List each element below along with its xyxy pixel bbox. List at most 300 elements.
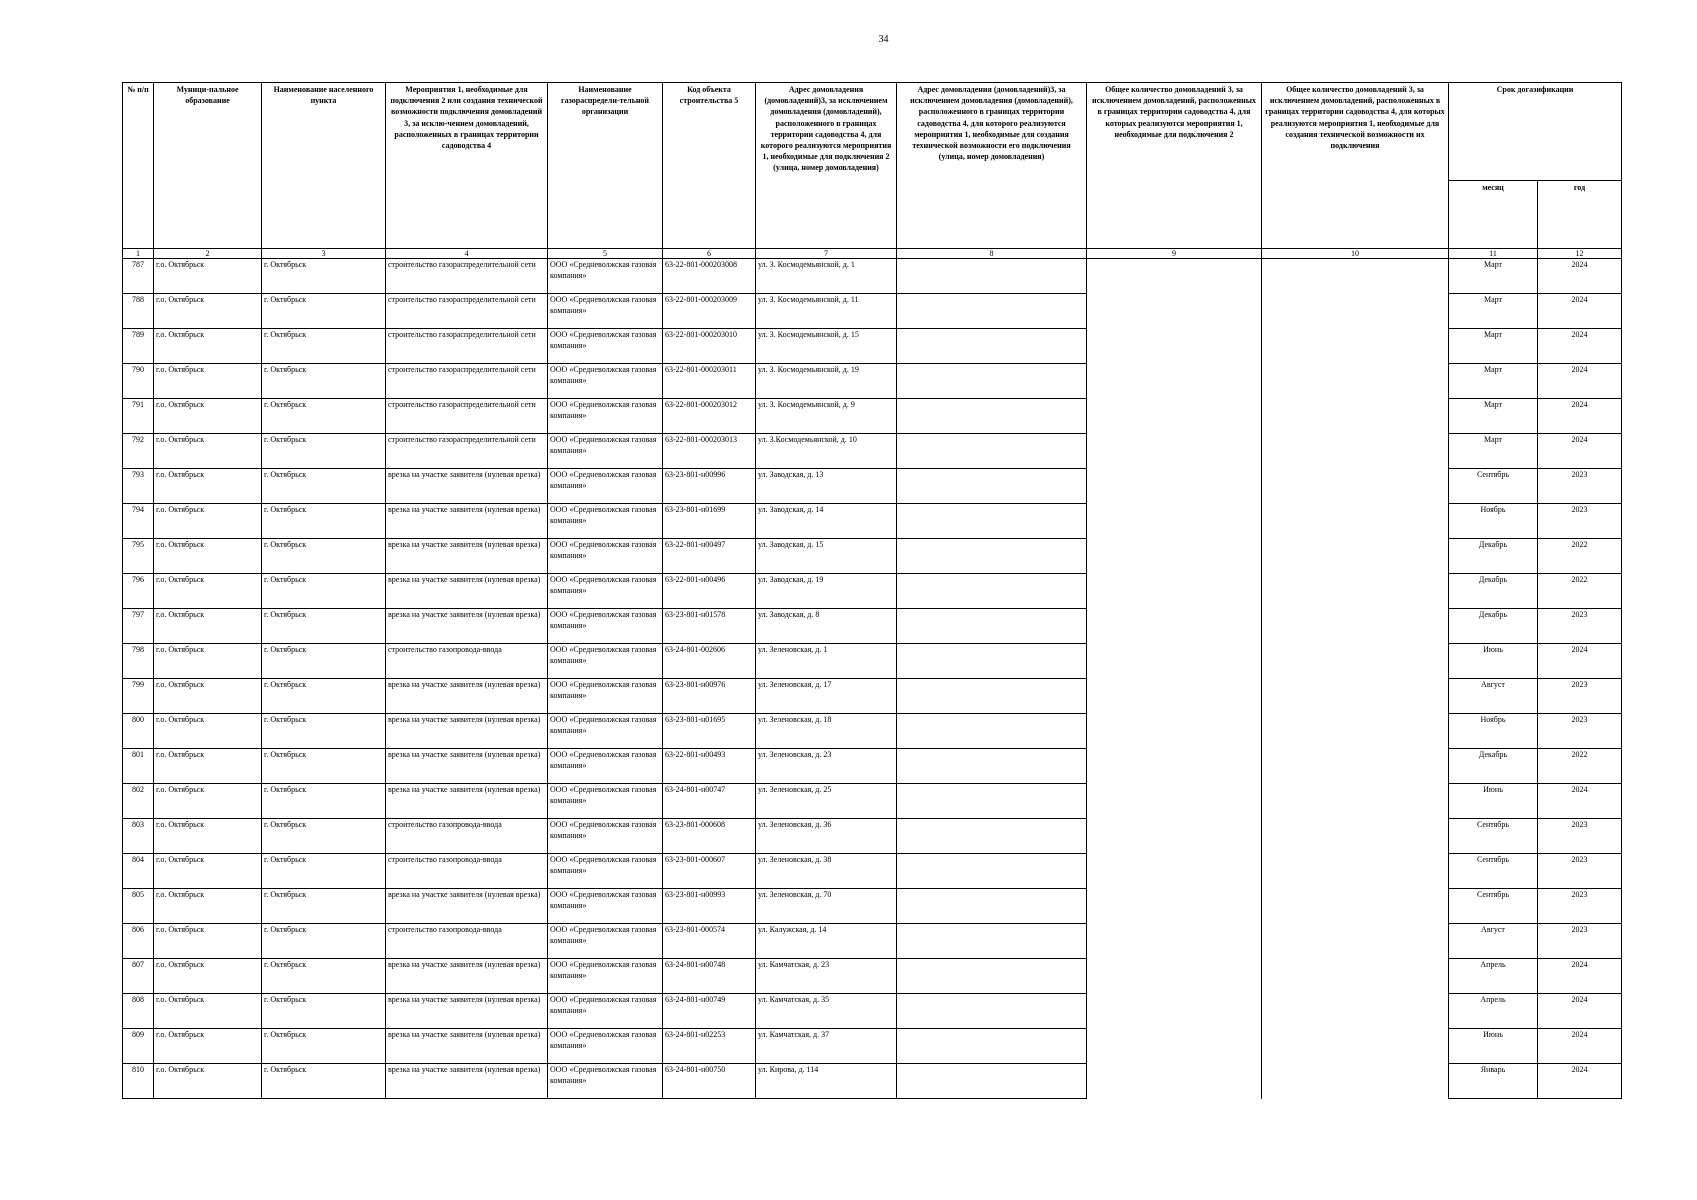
technical-count-cell xyxy=(1262,399,1449,434)
municipality-cell: г.о. Октябрьск xyxy=(154,714,262,749)
organization-cell: ООО «Средневолжская газовая компания» xyxy=(548,1029,663,1064)
object-code-cell: 63-22-801-н00497 xyxy=(663,539,756,574)
connection-count-cell xyxy=(1087,294,1262,329)
connection-count-cell xyxy=(1087,609,1262,644)
municipality-cell: г.о. Октябрьск xyxy=(154,294,262,329)
settlement-cell: г. Октябрьск xyxy=(262,749,386,784)
municipality-cell: г.о. Октябрьск xyxy=(154,854,262,889)
organization-cell: ООО «Средневолжская газовая компания» xyxy=(548,644,663,679)
settlement-cell: г. Октябрьск xyxy=(262,434,386,469)
month-cell: Июнь xyxy=(1449,1029,1538,1064)
address-cell: ул. Заводская, д. 13 xyxy=(756,469,897,504)
technical-address-cell xyxy=(897,924,1087,959)
organization-cell: ООО «Средневолжская газовая компания» xyxy=(548,854,663,889)
organization-cell: ООО «Средневолжская газовая компания» xyxy=(548,994,663,1029)
table-row xyxy=(123,959,1622,994)
address-cell: ул. Зеленовская, д. 23 xyxy=(756,749,897,784)
row-number: 794 xyxy=(123,504,154,539)
address-cell: ул. З. Космодемьянской, д. 1 xyxy=(756,259,897,294)
technical-address-cell xyxy=(897,819,1087,854)
settlement-cell: г. Октябрьск xyxy=(262,854,386,889)
row-number: 806 xyxy=(123,924,154,959)
settlement-cell: г. Октябрьск xyxy=(262,679,386,714)
month-cell: Март xyxy=(1449,399,1538,434)
address-cell: ул. Зеленовская, д. 25 xyxy=(756,784,897,819)
organization-cell: ООО «Средневолжская газовая компания» xyxy=(548,434,663,469)
row-number: 809 xyxy=(123,1029,154,1064)
year-cell: 2024 xyxy=(1538,1029,1622,1064)
technical-address-cell xyxy=(897,434,1087,469)
table-row xyxy=(123,294,1622,329)
technical-address-cell xyxy=(897,294,1087,329)
month-cell: Март xyxy=(1449,329,1538,364)
settlement-cell: г. Октябрьск xyxy=(262,469,386,504)
row-number: 799 xyxy=(123,679,154,714)
table-row xyxy=(123,329,1622,364)
year-cell: 2023 xyxy=(1538,889,1622,924)
object-code-cell: 63-22-801-000203012 xyxy=(663,399,756,434)
settlement-cell: г. Октябрьск xyxy=(262,504,386,539)
municipality-cell: г.о. Октябрьск xyxy=(154,1064,262,1099)
month-cell: Сентябрь xyxy=(1449,819,1538,854)
address-cell: ул. Заводская, д. 15 xyxy=(756,539,897,574)
address-cell: ул. З. Космодемьянской, д. 11 xyxy=(756,294,897,329)
table-row xyxy=(123,434,1622,469)
connection-count-cell xyxy=(1087,679,1262,714)
activity-cell: строительство газораспределительной сети xyxy=(386,329,548,364)
technical-address-cell xyxy=(897,1029,1087,1064)
address-cell: ул. Зеленовская, д. 70 xyxy=(756,889,897,924)
activity-cell: врезка на участке заявителя (нулевая врезка) xyxy=(386,679,548,714)
connection-count-cell xyxy=(1087,819,1262,854)
header-object-code: Код объекта строительства 5 xyxy=(663,83,756,249)
row-number: 805 xyxy=(123,889,154,924)
address-cell: ул. Заводская, д. 14 xyxy=(756,504,897,539)
technical-address-cell xyxy=(897,994,1087,1029)
table-row xyxy=(123,364,1622,399)
activity-cell: врезка на участке заявителя (нулевая врезка) xyxy=(386,994,548,1029)
column-number: 9 xyxy=(1087,249,1262,259)
header-count-technical: Общее количество домовладений 3, за исключением домовладений, расположенных в границах территории садоводства 4, для которых реализуются мероприятия 1, необходимые для создания технической возможности их подключения xyxy=(1262,83,1449,249)
technical-count-cell xyxy=(1262,994,1449,1029)
table-row xyxy=(123,1064,1622,1099)
technical-address-cell xyxy=(897,714,1087,749)
technical-address-cell xyxy=(897,889,1087,924)
activity-cell: врезка на участке заявителя (нулевая врезка) xyxy=(386,749,548,784)
table-row xyxy=(123,259,1622,294)
table-row xyxy=(123,889,1622,924)
technical-count-cell xyxy=(1262,504,1449,539)
municipality-cell: г.о. Октябрьск xyxy=(154,399,262,434)
technical-count-cell xyxy=(1262,1029,1449,1064)
object-code-cell: 63-23-801-000574 xyxy=(663,924,756,959)
column-number: 2 xyxy=(154,249,262,259)
settlement-cell: г. Октябрьск xyxy=(262,994,386,1029)
settlement-cell: г. Октябрьск xyxy=(262,889,386,924)
technical-address-cell xyxy=(897,539,1087,574)
row-number: 791 xyxy=(123,399,154,434)
settlement-cell: г. Октябрьск xyxy=(262,574,386,609)
organization-cell: ООО «Средневолжская газовая компания» xyxy=(548,959,663,994)
organization-cell: ООО «Средневолжская газовая компания» xyxy=(548,364,663,399)
settlement-cell: г. Октябрьск xyxy=(262,259,386,294)
technical-address-cell xyxy=(897,469,1087,504)
header-address-technical: Адрес домовладения (домовладений)3, за исключением домовладения (домовладений), расположенного в границах территории садоводства 4, для которого реализуются мероприятия 1, необходимые для создания технической возможности его подключения (улица, номер домовладения) xyxy=(897,83,1087,249)
table-row xyxy=(123,994,1622,1029)
municipality-cell: г.о. Октябрьск xyxy=(154,539,262,574)
year-cell: 2024 xyxy=(1538,399,1622,434)
organization-cell: ООО «Средневолжская газовая компания» xyxy=(548,609,663,644)
column-number: 1 xyxy=(123,249,154,259)
organization-cell: ООО «Средневолжская газовая компания» xyxy=(548,924,663,959)
technical-count-cell xyxy=(1262,434,1449,469)
municipality-cell: г.о. Октябрьск xyxy=(154,889,262,924)
year-cell: 2022 xyxy=(1538,539,1622,574)
address-cell: ул. Зеленовская, д. 17 xyxy=(756,679,897,714)
technical-count-cell xyxy=(1262,259,1449,294)
settlement-cell: г. Октябрьск xyxy=(262,924,386,959)
row-number: 796 xyxy=(123,574,154,609)
row-number: 795 xyxy=(123,539,154,574)
year-cell: 2023 xyxy=(1538,504,1622,539)
technical-count-cell xyxy=(1262,294,1449,329)
column-number-row xyxy=(123,249,1622,259)
row-number: 807 xyxy=(123,959,154,994)
column-number: 3 xyxy=(262,249,386,259)
row-number: 808 xyxy=(123,994,154,1029)
organization-cell: ООО «Средневолжская газовая компания» xyxy=(548,784,663,819)
organization-cell: ООО «Средневолжская газовая компания» xyxy=(548,679,663,714)
column-number: 5 xyxy=(548,249,663,259)
technical-address-cell xyxy=(897,679,1087,714)
object-code-cell: 63-23-801-н01699 xyxy=(663,504,756,539)
address-cell: ул. Заводская, д. 19 xyxy=(756,574,897,609)
object-code-cell: 63-24-801-н00748 xyxy=(663,959,756,994)
activity-cell: строительство газопровода-ввода xyxy=(386,854,548,889)
organization-cell: ООО «Средневолжская газовая компания» xyxy=(548,469,663,504)
table-row xyxy=(123,644,1622,679)
address-cell: ул. Камчатская, д. 23 xyxy=(756,959,897,994)
year-cell: 2024 xyxy=(1538,784,1622,819)
row-number: 790 xyxy=(123,364,154,399)
technical-address-cell xyxy=(897,504,1087,539)
header-activities: Мероприятия 1, необходимые для подключения 2 или создания технической возможности подключения домовладений 3, за исклю-чением домовладений, расположенных в границах территории садоводства 4 xyxy=(386,83,548,249)
object-code-cell: 63-23-801-н01695 xyxy=(663,714,756,749)
object-code-cell: 63-23-801-н01578 xyxy=(663,609,756,644)
row-number: 792 xyxy=(123,434,154,469)
address-cell: ул. Зеленовская, д. 36 xyxy=(756,819,897,854)
settlement-cell: г. Октябрьск xyxy=(262,399,386,434)
address-cell: ул. Зеленовская, д. 1 xyxy=(756,644,897,679)
object-code-cell: 63-24-801-002606 xyxy=(663,644,756,679)
settlement-cell: г. Октябрьск xyxy=(262,784,386,819)
table-row xyxy=(123,854,1622,889)
address-cell: ул. З. Космодемьянской, д. 15 xyxy=(756,329,897,364)
year-cell: 2024 xyxy=(1538,364,1622,399)
technical-count-cell xyxy=(1262,924,1449,959)
table-row xyxy=(123,749,1622,784)
page-number: 34 xyxy=(878,34,889,45)
municipality-cell: г.о. Октябрьск xyxy=(154,364,262,399)
technical-address-cell xyxy=(897,259,1087,294)
column-number: 4 xyxy=(386,249,548,259)
month-cell: Декабрь xyxy=(1449,749,1538,784)
organization-cell: ООО «Средневолжская газовая компания» xyxy=(548,399,663,434)
municipality-cell: г.о. Октябрьск xyxy=(154,644,262,679)
row-number: 803 xyxy=(123,819,154,854)
settlement-cell: г. Октябрьск xyxy=(262,1064,386,1099)
connection-count-cell xyxy=(1087,1064,1262,1099)
technical-count-cell xyxy=(1262,889,1449,924)
activity-cell: строительство газораспределительной сети xyxy=(386,434,548,469)
organization-cell: ООО «Средневолжская газовая компания» xyxy=(548,539,663,574)
technical-count-cell xyxy=(1262,329,1449,364)
activity-cell: врезка на участке заявителя (нулевая врезка) xyxy=(386,714,548,749)
technical-address-cell xyxy=(897,364,1087,399)
month-cell: Июнь xyxy=(1449,644,1538,679)
row-number: 787 xyxy=(123,259,154,294)
municipality-cell: г.о. Октябрьск xyxy=(154,504,262,539)
activity-cell: врезка на участке заявителя (нулевая врезка) xyxy=(386,539,548,574)
row-number: 789 xyxy=(123,329,154,364)
header-number: № п/п xyxy=(123,83,154,249)
activity-cell: строительство газораспределительной сети xyxy=(386,294,548,329)
table-row xyxy=(123,504,1622,539)
organization-cell: ООО «Средневолжская газовая компания» xyxy=(548,1064,663,1099)
technical-count-cell xyxy=(1262,854,1449,889)
technical-count-cell xyxy=(1262,609,1449,644)
year-cell: 2024 xyxy=(1538,644,1622,679)
address-cell: ул. Зеленовская, д. 38 xyxy=(756,854,897,889)
activity-cell: врезка на участке заявителя (нулевая врезка) xyxy=(386,504,548,539)
object-code-cell: 63-24-801-н02253 xyxy=(663,1029,756,1064)
organization-cell: ООО «Средневолжская газовая компания» xyxy=(548,819,663,854)
month-cell: Август xyxy=(1449,679,1538,714)
month-cell: Ноябрь xyxy=(1449,714,1538,749)
table-row xyxy=(123,609,1622,644)
connection-count-cell xyxy=(1087,749,1262,784)
activity-cell: врезка на участке заявителя (нулевая врезка) xyxy=(386,1029,548,1064)
connection-count-cell xyxy=(1087,889,1262,924)
technical-count-cell xyxy=(1262,749,1449,784)
year-cell: 2023 xyxy=(1538,924,1622,959)
row-number: 788 xyxy=(123,294,154,329)
technical-count-cell xyxy=(1262,539,1449,574)
connection-count-cell xyxy=(1087,959,1262,994)
address-cell: ул. З.Космодемьянской, д. 10 xyxy=(756,434,897,469)
connection-count-cell xyxy=(1087,539,1262,574)
connection-count-cell xyxy=(1087,329,1262,364)
address-cell: ул. Заводская, д. 8 xyxy=(756,609,897,644)
row-number: 800 xyxy=(123,714,154,749)
settlement-cell: г. Октябрьск xyxy=(262,819,386,854)
settlement-cell: г. Октябрьск xyxy=(262,959,386,994)
connection-count-cell xyxy=(1087,364,1262,399)
month-cell: Апрель xyxy=(1449,994,1538,1029)
organization-cell: ООО «Средневолжская газовая компания» xyxy=(548,714,663,749)
connection-count-cell xyxy=(1087,714,1262,749)
table-row xyxy=(123,1029,1622,1064)
technical-address-cell xyxy=(897,399,1087,434)
organization-cell: ООО «Средневолжская газовая компания» xyxy=(548,294,663,329)
row-number: 793 xyxy=(123,469,154,504)
column-number: 7 xyxy=(756,249,897,259)
activity-cell: врезка на участке заявителя (нулевая врезка) xyxy=(386,959,548,994)
row-number: 801 xyxy=(123,749,154,784)
column-number: 11 xyxy=(1449,249,1538,259)
technical-count-cell xyxy=(1262,574,1449,609)
technical-address-cell xyxy=(897,609,1087,644)
address-cell: ул. З. Космодемьянской, д. 9 xyxy=(756,399,897,434)
activity-cell: строительство газопровода-ввода xyxy=(386,644,548,679)
connection-count-cell xyxy=(1087,399,1262,434)
address-cell: ул. Камчатская, д. 37 xyxy=(756,1029,897,1064)
technical-address-cell xyxy=(897,959,1087,994)
table-row xyxy=(123,539,1622,574)
municipality-cell: г.о. Октябрьск xyxy=(154,609,262,644)
technical-address-cell xyxy=(897,329,1087,364)
connection-count-cell xyxy=(1087,259,1262,294)
municipality-cell: г.о. Октябрьск xyxy=(154,329,262,364)
year-cell: 2023 xyxy=(1538,819,1622,854)
year-cell: 2024 xyxy=(1538,294,1622,329)
month-cell: Декабрь xyxy=(1449,609,1538,644)
municipality-cell: г.о. Октябрьск xyxy=(154,434,262,469)
activity-cell: врезка на участке заявителя (нулевая врезка) xyxy=(386,1064,548,1099)
activity-cell: врезка на участке заявителя (нулевая врезка) xyxy=(386,469,548,504)
object-code-cell: 63-22-801-000203011 xyxy=(663,364,756,399)
table-row xyxy=(123,714,1622,749)
technical-address-cell xyxy=(897,784,1087,819)
year-cell: 2024 xyxy=(1538,329,1622,364)
settlement-cell: г. Октябрьск xyxy=(262,329,386,364)
month-cell: Март xyxy=(1449,259,1538,294)
gasification-table xyxy=(122,82,1622,1099)
header-organization: Наименование газораспредели-тельной организации xyxy=(548,83,663,249)
row-number: 798 xyxy=(123,644,154,679)
settlement-cell: г. Октябрьск xyxy=(262,609,386,644)
activity-cell: строительство газораспределительной сети xyxy=(386,259,548,294)
table-row xyxy=(123,924,1622,959)
month-cell: Январь xyxy=(1449,1064,1538,1099)
month-cell: Сентябрь xyxy=(1449,469,1538,504)
connection-count-cell xyxy=(1087,644,1262,679)
technical-count-cell xyxy=(1262,784,1449,819)
header-address-connection: Адрес домовладения (домовладений)3, за исключением домовладения (домовладений), расположенного в границах территории садоводства 4, для которого реализуются мероприятия 1, необходимые для подключения 2 (улица, номер домовладения) xyxy=(756,83,897,249)
header-year: год xyxy=(1538,181,1622,249)
year-cell: 2023 xyxy=(1538,679,1622,714)
object-code-cell: 63-24-801-н00749 xyxy=(663,994,756,1029)
municipality-cell: г.о. Октябрьск xyxy=(154,959,262,994)
table-row xyxy=(123,784,1622,819)
year-cell: 2024 xyxy=(1538,434,1622,469)
object-code-cell: 63-23-801-н00993 xyxy=(663,889,756,924)
month-cell: Декабрь xyxy=(1449,574,1538,609)
settlement-cell: г. Октябрьск xyxy=(262,539,386,574)
object-code-cell: 63-23-801-н00976 xyxy=(663,679,756,714)
connection-count-cell xyxy=(1087,994,1262,1029)
municipality-cell: г.о. Октябрьск xyxy=(154,679,262,714)
settlement-cell: г. Октябрьск xyxy=(262,1029,386,1064)
technical-count-cell xyxy=(1262,1064,1449,1099)
year-cell: 2023 xyxy=(1538,854,1622,889)
municipality-cell: г.о. Октябрьск xyxy=(154,819,262,854)
row-number: 804 xyxy=(123,854,154,889)
year-cell: 2022 xyxy=(1538,574,1622,609)
header-count-connection: Общее количество домовладений 3, за исключением домовладений, расположенных в границах территории садоводства 4, для которых реализуются мероприятия 1, необходимые для подключения 2 xyxy=(1087,83,1262,249)
object-code-cell: 63-22-801-н00496 xyxy=(663,574,756,609)
object-code-cell: 63-22-801-000203009 xyxy=(663,294,756,329)
year-cell: 2022 xyxy=(1538,749,1622,784)
object-code-cell: 63-22-801-000203010 xyxy=(663,329,756,364)
table-row xyxy=(123,819,1622,854)
year-cell: 2024 xyxy=(1538,1064,1622,1099)
activity-cell: врезка на участке заявителя (нулевая врезка) xyxy=(386,574,548,609)
year-cell: 2023 xyxy=(1538,609,1622,644)
object-code-cell: 63-23-801-000607 xyxy=(663,854,756,889)
technical-count-cell xyxy=(1262,959,1449,994)
object-code-cell: 63-24-801-н00747 xyxy=(663,784,756,819)
organization-cell: ООО «Средневолжская газовая компания» xyxy=(548,749,663,784)
month-cell: Март xyxy=(1449,294,1538,329)
settlement-cell: г. Октябрьск xyxy=(262,294,386,329)
month-cell: Сентябрь xyxy=(1449,889,1538,924)
month-cell: Апрель xyxy=(1449,959,1538,994)
connection-count-cell xyxy=(1087,469,1262,504)
object-code-cell: 63-23-801-н00996 xyxy=(663,469,756,504)
activity-cell: врезка на участке заявителя (нулевая врезка) xyxy=(386,784,548,819)
header-municipality: Муници-пальное образование xyxy=(154,83,262,249)
month-cell: Август xyxy=(1449,924,1538,959)
technical-count-cell xyxy=(1262,679,1449,714)
object-code-cell: 63-23-801-000608 xyxy=(663,819,756,854)
technical-address-cell xyxy=(897,644,1087,679)
table-body xyxy=(123,249,1622,1099)
address-cell: ул. Зеленовская, д. 18 xyxy=(756,714,897,749)
month-cell: Март xyxy=(1449,364,1538,399)
technical-count-cell xyxy=(1262,714,1449,749)
object-code-cell: 63-24-801-н00750 xyxy=(663,1064,756,1099)
row-number: 810 xyxy=(123,1064,154,1099)
settlement-cell: г. Октябрьск xyxy=(262,714,386,749)
connection-count-cell xyxy=(1087,924,1262,959)
table-row xyxy=(123,469,1622,504)
table-row xyxy=(123,574,1622,609)
technical-address-cell xyxy=(897,749,1087,784)
column-number: 8 xyxy=(897,249,1087,259)
settlement-cell: г. Октябрьск xyxy=(262,364,386,399)
municipality-cell: г.о. Октябрьск xyxy=(154,784,262,819)
organization-cell: ООО «Средневолжская газовая компания» xyxy=(548,889,663,924)
settlement-cell: г. Октябрьск xyxy=(262,644,386,679)
organization-cell: ООО «Средневолжская газовая компания» xyxy=(548,329,663,364)
activity-cell: врезка на участке заявителя (нулевая врезка) xyxy=(386,889,548,924)
technical-address-cell xyxy=(897,574,1087,609)
column-number: 10 xyxy=(1262,249,1449,259)
header-settlement: Наименование населенного пункта xyxy=(262,83,386,249)
technical-count-cell xyxy=(1262,364,1449,399)
connection-count-cell xyxy=(1087,504,1262,539)
connection-count-cell xyxy=(1087,784,1262,819)
object-code-cell: 63-22-801-н00493 xyxy=(663,749,756,784)
year-cell: 2024 xyxy=(1538,994,1622,1029)
municipality-cell: г.о. Октябрьск xyxy=(154,994,262,1029)
object-code-cell: 63-22-801-000203013 xyxy=(663,434,756,469)
technical-count-cell xyxy=(1262,469,1449,504)
month-cell: Июнь xyxy=(1449,784,1538,819)
municipality-cell: г.о. Октябрьск xyxy=(154,259,262,294)
row-number: 802 xyxy=(123,784,154,819)
